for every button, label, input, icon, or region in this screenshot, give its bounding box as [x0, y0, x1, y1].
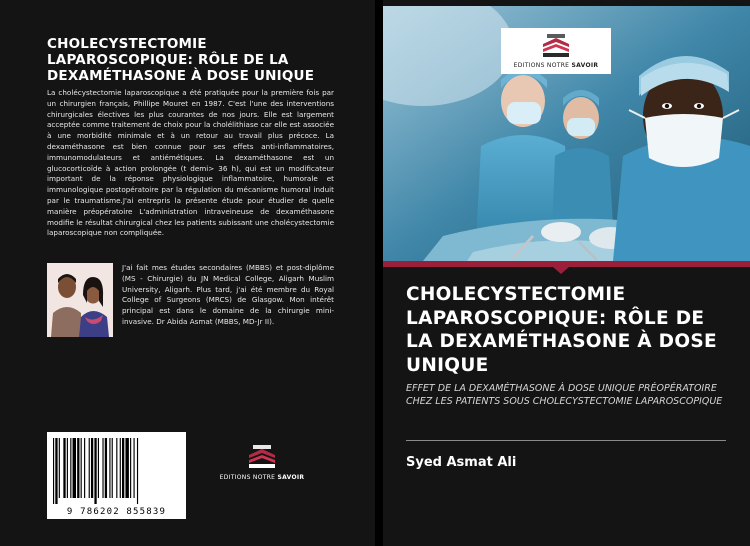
barcode-bar: [53, 438, 54, 504]
barcode-bar: [98, 438, 99, 498]
publisher-logo-icon: [247, 445, 277, 469]
front-cover: [383, 0, 750, 546]
surgeons-photo: [383, 6, 750, 261]
barcode-bar: [73, 438, 76, 498]
publisher-name: EDITIONS NOTRE SAVOIR: [219, 474, 305, 481]
author-photo: [47, 263, 113, 337]
barcode-bar: [112, 438, 113, 498]
barcode-bar: [102, 438, 103, 498]
barcode-bar: [63, 438, 65, 498]
barcode-bar: [125, 438, 128, 498]
barcode: [47, 432, 186, 519]
barcode-bar: [130, 438, 131, 498]
barcode-bar: [84, 438, 85, 498]
barcode-bar: [91, 438, 93, 498]
barcode-bar: [81, 438, 82, 498]
back-cover-title: CHOLECYSTECTOMIE LAPAROSCOPIQUE: RÔLE DE LA DEXAMÉTHASONE À DOSE UNIQUE: [47, 36, 315, 84]
book-subtitle: EFFET DE LA DEXAMÉTHASONE À DOSE UNIQUE PRÉOPÉRATOIRE CHEZ LES PATIENTS SOUS CHOLECYSTECTOMIE LAPAROSCOPIQUE: [406, 383, 723, 407]
title-divider: [406, 440, 726, 441]
publisher-logo-back: [212, 445, 312, 481]
barcode-bar: [122, 438, 124, 498]
publisher-logo-front: [501, 28, 611, 74]
barcode-bar: [137, 438, 138, 504]
book-title: CHOLECYSTECTOMIE LAPAROSCOPIQUE: RÔLE DE LA DEXAMÉTHASONE À DOSE UNIQUE: [406, 284, 717, 376]
publisher-logo-icon: [541, 34, 571, 58]
publisher-name: EDITIONS NOTRE SAVOIR: [513, 62, 599, 69]
barcode-bar: [59, 438, 60, 498]
author-bio: J'ai fait mes études secondaires (MBBS) et post-diplôme (MS - Chirurgie) du JN Medical College, Aligarh Muslim University, Aligarh. Plus tard, j'ai été membre du Royal College of Surgeons (MRCS) de Glasgow. Mon intérêt principal est dans le domaine de la chirurgie mini-invasive. Dr Abida Asmat (MBBS, MD-Jr II).: [122, 263, 334, 326]
back-cover-summary: La cholécystectomie laparoscopique a été pratiquée pour la première fois par un chirurgien français, Phillipe Mouret en 1987. C'est l'une des interventions chirurgicales électives les plus courantes de nos jours. Elle est largement acceptée comme traitement de choix pour la cholélithiase car elle est associée à une morbidité minimale et à un retour au travail plus précoce. La dexaméthasone est bien connue pour ses effets anti-inflammatoires, immunomodulateurs et antiémétiques. La dexaméthasone est un glucocorticoïde à action prolongée (t demi> 36 h), qui est un modificateur important de la réponse physiologique inflammatoire, humorale et immunologique postopératoire par la régulation du mécanisme humoral induit par le traumatisme.J'ai entrepris la présente étude pour étudier de quelle manière préopératoire L'administration intraveineuse de dexaméthasone modifie le résultat chirurgical chez les patients subissant une cholécystectomie laparoscopique non compliquée.: [47, 88, 334, 238]
isbn-number: 9 786202 855839: [66, 507, 167, 517]
barcode-bar: [70, 438, 71, 498]
barcode-bar: [55, 438, 57, 504]
accent-notch: [553, 267, 569, 274]
barcode-bar: [109, 438, 110, 498]
barcode-bar: [94, 438, 96, 504]
book-author: Syed Asmat Ali: [406, 455, 517, 470]
barcode-bar: [77, 438, 79, 498]
book-spine: [375, 0, 383, 546]
barcode-bar: [89, 438, 90, 498]
barcode-bar: [120, 438, 121, 498]
barcode-bar: [116, 438, 117, 498]
barcode-bar: [134, 438, 135, 498]
barcode-bar: [67, 438, 68, 498]
barcode-bar: [105, 438, 107, 498]
